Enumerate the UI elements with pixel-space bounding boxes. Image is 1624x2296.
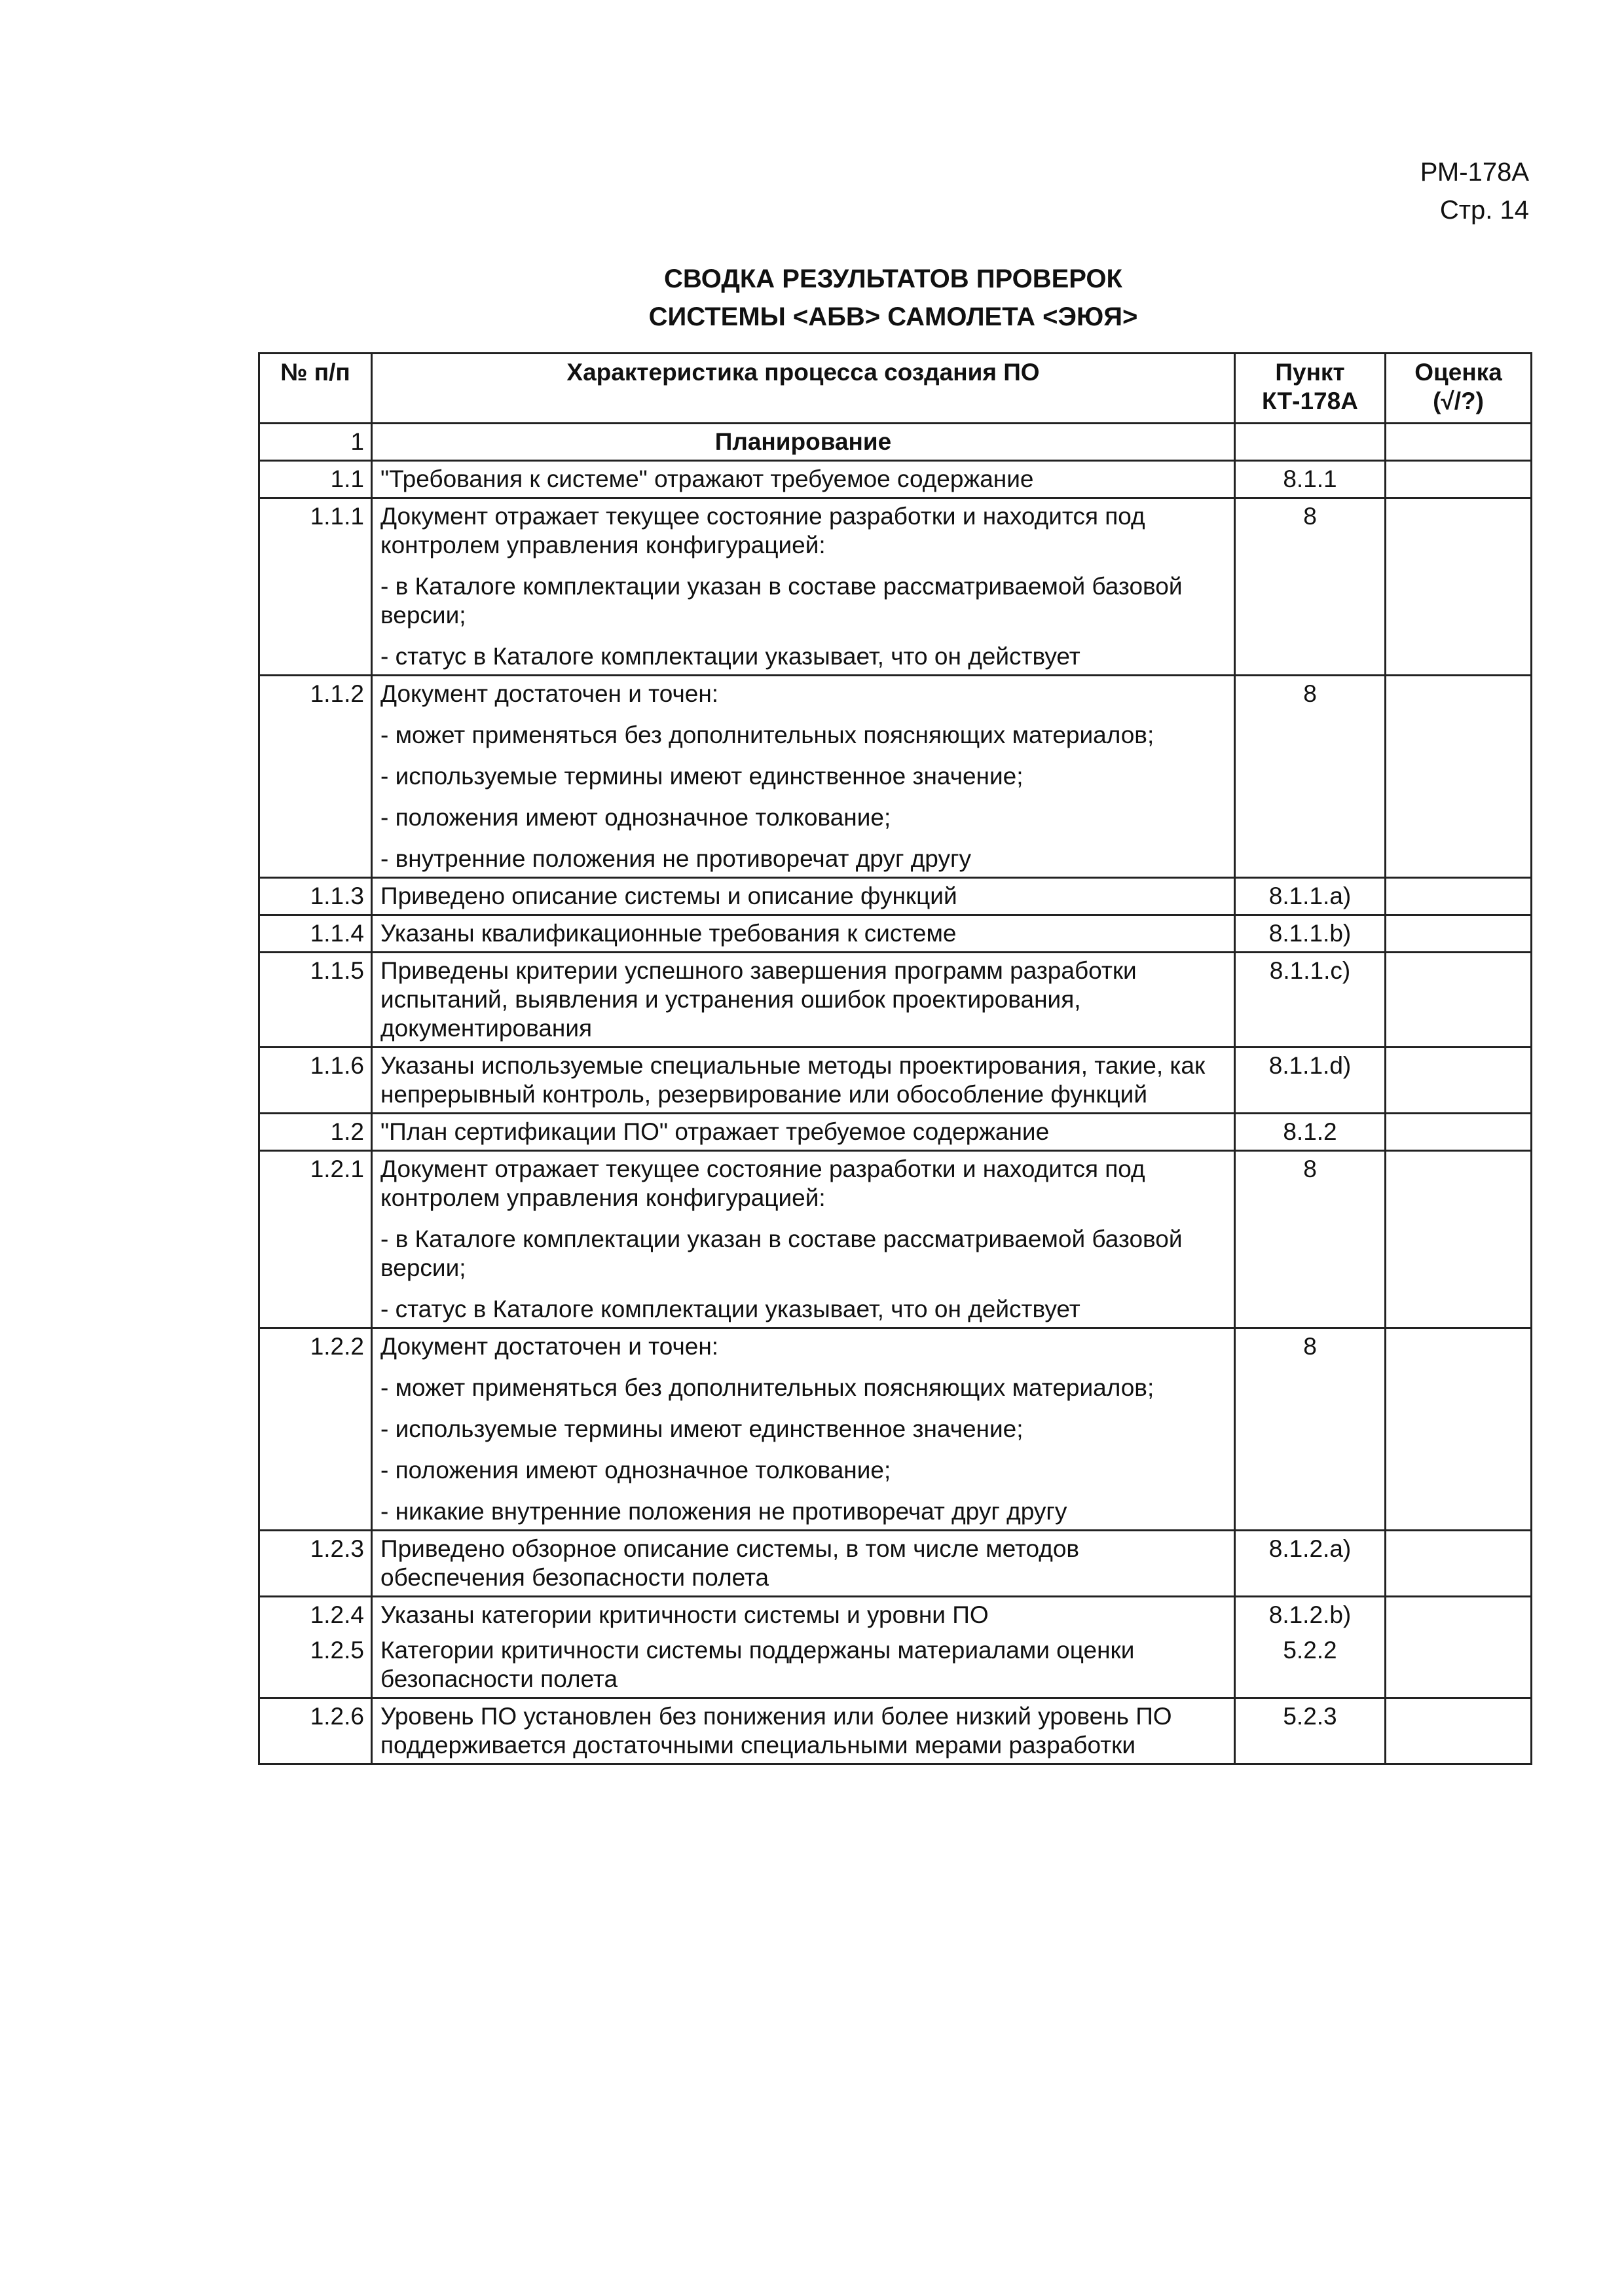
section-title: Планирование: [372, 424, 1235, 461]
row-rating: [1386, 878, 1532, 915]
row-characteristic: [372, 1114, 1235, 1151]
table-row: [259, 953, 1532, 1048]
characteristic-line: - может применяться без дополнительных поясняющих материалов;: [380, 721, 1154, 748]
characteristic-line: Документ отражает текущее состояние разработки и находится под контролем управления конфигурацией:: [380, 1156, 1145, 1211]
table-row: [259, 1328, 1532, 1531]
row-clause-ref: 8: [1235, 1151, 1386, 1328]
characteristic-line: Приведены критерии успешного завершения программ разработки испытаний, выявления и устранения ошибок проектирования, документирования: [380, 957, 1137, 1042]
table-row: [259, 878, 1532, 915]
row-characteristic: [372, 1151, 1235, 1328]
row-rating: [1386, 1698, 1532, 1764]
characteristic-line: "Требования к системе" отражают требуемое содержание: [380, 465, 1034, 492]
row-number: 1.1.5: [259, 953, 372, 1048]
characteristic-line: Документ отражает текущее состояние разработки и находится под контролем управления конфигурацией:: [380, 503, 1145, 558]
row-clause-ref: 8: [1235, 1328, 1386, 1531]
row-clause-ref: 5.2.2: [1235, 1633, 1386, 1698]
row-rating: [1386, 1114, 1532, 1151]
row-rating: [1386, 915, 1532, 953]
characteristic-line: - положения имеют однозначное толкование;: [380, 804, 891, 831]
row-number: 1.2.1: [259, 1151, 372, 1328]
characteristic-line: Приведено описание системы и описание функций: [380, 883, 957, 909]
characteristic-line: - может применяться без дополнительных поясняющих материалов;: [380, 1374, 1154, 1401]
characteristic-line: "План сертификации ПО" отражает требуемое содержание: [380, 1118, 1050, 1145]
characteristic-line: Документ достаточен и точен:: [380, 680, 719, 707]
row-number: 1.1: [259, 461, 372, 498]
row-characteristic: [372, 1597, 1235, 1633]
page-header: [1420, 153, 1529, 229]
row-clause-ref: 8.1.1.d): [1235, 1048, 1386, 1114]
row-rating: [1386, 676, 1532, 878]
title-line-1: СВОДКА РЕЗУЛЬТАТОВ ПРОВЕРОК: [664, 264, 1122, 293]
row-number: 1.1.6: [259, 1048, 372, 1114]
row-number: 1.2.3: [259, 1531, 372, 1597]
row-rating: [1386, 461, 1532, 498]
section-rating: [1386, 424, 1532, 461]
document-title: [0, 260, 1624, 336]
row-clause-ref: 8.1.2: [1235, 1114, 1386, 1151]
row-number: 1.2.6: [259, 1698, 372, 1764]
header-characteristic: Характеристика процесса создания ПО: [372, 354, 1235, 424]
row-characteristic: [372, 1531, 1235, 1597]
checks-summary-table: [258, 352, 1532, 1765]
row-clause-ref: 8.1.1: [1235, 461, 1386, 498]
table-row: [259, 1151, 1532, 1328]
row-rating: [1386, 1531, 1532, 1597]
row-rating: [1386, 953, 1532, 1048]
row-number: 1.2.4: [259, 1597, 372, 1633]
characteristic-line: Указаны квалификационные требования к системе: [380, 920, 957, 947]
row-rating: [1386, 1597, 1532, 1633]
row-rating: [1386, 1048, 1532, 1114]
row-characteristic: [372, 953, 1235, 1048]
row-number: 1.1.3: [259, 878, 372, 915]
section-ref: [1235, 424, 1386, 461]
characteristic-line: Категории критичности системы поддержаны материалами оценки безопасности полета: [380, 1637, 1135, 1692]
characteristic-line: - внутренние положения не противоречат друг другу: [380, 845, 971, 872]
table-row: [259, 1048, 1532, 1114]
row-number: 1.2.2: [259, 1328, 372, 1531]
row-characteristic: [372, 461, 1235, 498]
table-row: [259, 498, 1532, 676]
characteristic-line: - используемые термины имеют единственное значение;: [380, 1415, 1024, 1442]
table-row: [259, 1597, 1532, 1633]
characteristic-line: Указаны используемые специальные методы проектирования, такие, как непрерывный контроль, резервирование или обособление функций: [380, 1052, 1206, 1108]
row-characteristic: [372, 676, 1235, 878]
row-number: 1.2: [259, 1114, 372, 1151]
row-number: 1.1.1: [259, 498, 372, 676]
row-clause-ref: 8: [1235, 498, 1386, 676]
characteristic-line: Приведено обзорное описание системы, в том числе методов обеспечения безопасности полета: [380, 1535, 1080, 1591]
characteristic-line: - в Каталоге комплектации указан в составе рассматриваемой базовой версии;: [380, 573, 1183, 629]
row-number: 1.1.2: [259, 676, 372, 878]
row-clause-ref: 8.1.1.c): [1235, 953, 1386, 1048]
characteristic-line: Документ достаточен и точен:: [380, 1333, 719, 1360]
header-num: № п/п: [259, 354, 372, 424]
table-row: [259, 1114, 1532, 1151]
table-row: [259, 1698, 1532, 1764]
row-characteristic: [372, 1328, 1235, 1531]
row-rating: [1386, 1328, 1532, 1531]
document-code: РМ-178А: [1420, 158, 1529, 187]
characteristic-line: - никакие внутренние положения не противоречат друг другу: [380, 1498, 1067, 1525]
characteristic-line: - положения имеют однозначное толкование;: [380, 1457, 891, 1484]
characteristic-line: - используемые термины имеют единственное значение;: [380, 763, 1024, 790]
row-characteristic: [372, 915, 1235, 953]
row-rating: [1386, 1633, 1532, 1698]
section-num: 1: [259, 424, 372, 461]
characteristic-line: - в Каталоге комплектации указан в составе рассматриваемой базовой версии;: [380, 1226, 1183, 1281]
row-clause-ref: 8: [1235, 676, 1386, 878]
characteristic-line: - статус в Каталоге комплектации указывает, что он действует: [380, 1296, 1080, 1322]
table-row: [259, 676, 1532, 878]
table-row: [259, 1633, 1532, 1698]
row-clause-ref: 8.1.1.a): [1235, 878, 1386, 915]
row-number: 1.2.5: [259, 1633, 372, 1698]
characteristic-line: Уровень ПО установлен без понижения или более низкий уровень ПО поддерживается достаточными специальными мерами разработки: [380, 1703, 1172, 1758]
header-rating: Оценка (√/?): [1386, 354, 1532, 424]
row-characteristic: [372, 1048, 1235, 1114]
row-clause-ref: 8.1.1.b): [1235, 915, 1386, 953]
section-row: [259, 424, 1532, 461]
row-clause-ref: 8.1.2.b): [1235, 1597, 1386, 1633]
characteristic-line: - статус в Каталоге комплектации указывает, что он действует: [380, 643, 1080, 670]
row-characteristic: [372, 498, 1235, 676]
row-characteristic: [372, 878, 1235, 915]
table-row: [259, 915, 1532, 953]
row-rating: [1386, 1151, 1532, 1328]
row-characteristic: [372, 1633, 1235, 1698]
row-clause-ref: 8.1.2.a): [1235, 1531, 1386, 1597]
page-number: Стр. 14: [1439, 196, 1529, 225]
row-characteristic: [372, 1698, 1235, 1764]
table-header-row: [259, 354, 1532, 424]
header-clause: Пункт КТ-178А: [1235, 354, 1386, 424]
characteristic-line: Указаны категории критичности системы и уровни ПО: [380, 1601, 989, 1628]
table-row: [259, 461, 1532, 498]
table-row: [259, 1531, 1532, 1597]
title-line-2: СИСТЕМЫ <АБВ> САМОЛЕТА <ЭЮЯ>: [648, 302, 1138, 331]
row-rating: [1386, 498, 1532, 676]
row-clause-ref: 5.2.3: [1235, 1698, 1386, 1764]
row-number: 1.1.4: [259, 915, 372, 953]
